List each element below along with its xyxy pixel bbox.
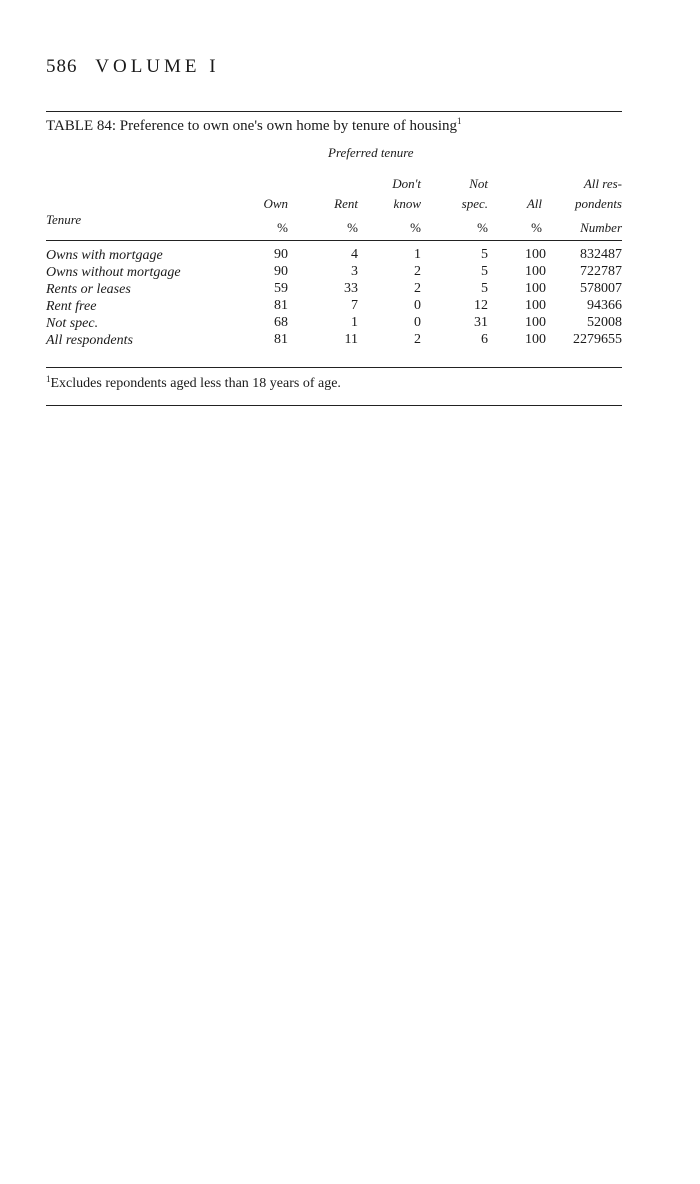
row-label: Owns with mortgage xyxy=(46,248,163,263)
cell-own: 68 xyxy=(274,315,288,330)
column-header-all-respondents xyxy=(575,175,622,236)
column-header-line1 xyxy=(334,175,358,192)
table-caption-text: TABLE 84: Preference to own one's own home by tenure of housing xyxy=(46,118,457,134)
column-header-rent xyxy=(334,175,358,236)
running-head xyxy=(46,56,220,78)
row-label: Rent free xyxy=(46,299,97,314)
column-header-unit: % xyxy=(531,220,542,235)
cell-number: 2279655 xyxy=(573,332,622,347)
column-header-unit: Number xyxy=(580,220,622,235)
cell-dont-know: 2 xyxy=(414,281,421,296)
group-header: Preferred tenure xyxy=(328,145,414,160)
cell-rent: 33 xyxy=(344,281,358,296)
column-header-line2: spec. xyxy=(461,196,488,211)
cell-not-spec: 5 xyxy=(481,281,488,296)
table-top-rule xyxy=(46,111,622,112)
column-header-line1 xyxy=(527,175,542,192)
column-header-own xyxy=(263,175,288,236)
column-header-line1: Not xyxy=(469,176,488,191)
footnote-rule xyxy=(46,367,622,368)
cell-dont-know: 0 xyxy=(414,298,421,313)
column-header-not-spec xyxy=(462,175,488,236)
cell-own: 81 xyxy=(274,298,288,313)
cell-not-spec: 6 xyxy=(481,332,488,347)
cell-rent: 4 xyxy=(351,247,358,262)
cell-not-spec: 5 xyxy=(481,247,488,262)
row-label: Owns without mortgage xyxy=(46,265,181,280)
cell-all: 100 xyxy=(525,315,546,330)
row-label: Not spec. xyxy=(46,316,99,331)
caption-footnote-mark: 1 xyxy=(457,116,462,126)
cell-number: 832487 xyxy=(580,247,622,262)
column-header-line1: Don't xyxy=(392,176,421,191)
row-label: Rents or leases xyxy=(46,282,131,297)
footnote-text: Excludes repondents aged less than 18 years of age. xyxy=(50,376,341,391)
column-header-line1: All res- xyxy=(583,176,622,191)
cell-own: 59 xyxy=(274,281,288,296)
column-header-all xyxy=(527,175,542,236)
page-number: 586 xyxy=(46,56,78,77)
cell-rent: 7 xyxy=(351,298,358,313)
cell-number: 578007 xyxy=(580,281,622,296)
cell-all: 100 xyxy=(525,332,546,347)
row-label: All respondents xyxy=(46,333,133,348)
cell-own: 90 xyxy=(274,264,288,279)
cell-number: 94366 xyxy=(587,298,622,313)
cell-not-spec: 12 xyxy=(474,298,488,313)
cell-dont-know: 2 xyxy=(414,332,421,347)
cell-dont-know: 0 xyxy=(414,315,421,330)
header-rule xyxy=(46,240,622,241)
cell-dont-know: 2 xyxy=(414,264,421,279)
column-header-unit: % xyxy=(410,220,421,235)
column-header-unit: % xyxy=(477,220,488,235)
table-footnote xyxy=(46,376,341,392)
cell-not-spec: 31 xyxy=(474,315,488,330)
cell-number: 722787 xyxy=(580,264,622,279)
column-header-line2: know xyxy=(393,196,421,211)
cell-all: 100 xyxy=(525,281,546,296)
column-header-line1 xyxy=(263,175,288,192)
cell-rent: 1 xyxy=(351,315,358,330)
column-header-dont-know xyxy=(392,175,421,236)
column-header-unit: % xyxy=(347,220,358,235)
column-header-line2: Own xyxy=(263,196,288,211)
table-bottom-rule xyxy=(46,405,622,406)
column-header-line2: All xyxy=(526,196,542,211)
cell-rent: 11 xyxy=(344,332,358,347)
column-header-line2: Rent xyxy=(334,196,358,211)
stub-header: Tenure xyxy=(46,212,82,227)
cell-all: 100 xyxy=(525,247,546,262)
cell-not-spec: 5 xyxy=(481,264,488,279)
cell-all: 100 xyxy=(525,264,546,279)
running-title: VOLUME I xyxy=(95,56,220,77)
column-header-line2: pondents xyxy=(575,196,622,211)
cell-number: 52008 xyxy=(587,315,622,330)
cell-dont-know: 1 xyxy=(414,247,421,262)
footnote-mark: 1 xyxy=(46,374,51,384)
cell-own: 90 xyxy=(274,247,288,262)
column-header-unit: % xyxy=(277,220,288,235)
cell-all: 100 xyxy=(525,298,546,313)
table-caption xyxy=(46,118,462,135)
cell-own: 81 xyxy=(274,332,288,347)
cell-rent: 3 xyxy=(351,264,358,279)
